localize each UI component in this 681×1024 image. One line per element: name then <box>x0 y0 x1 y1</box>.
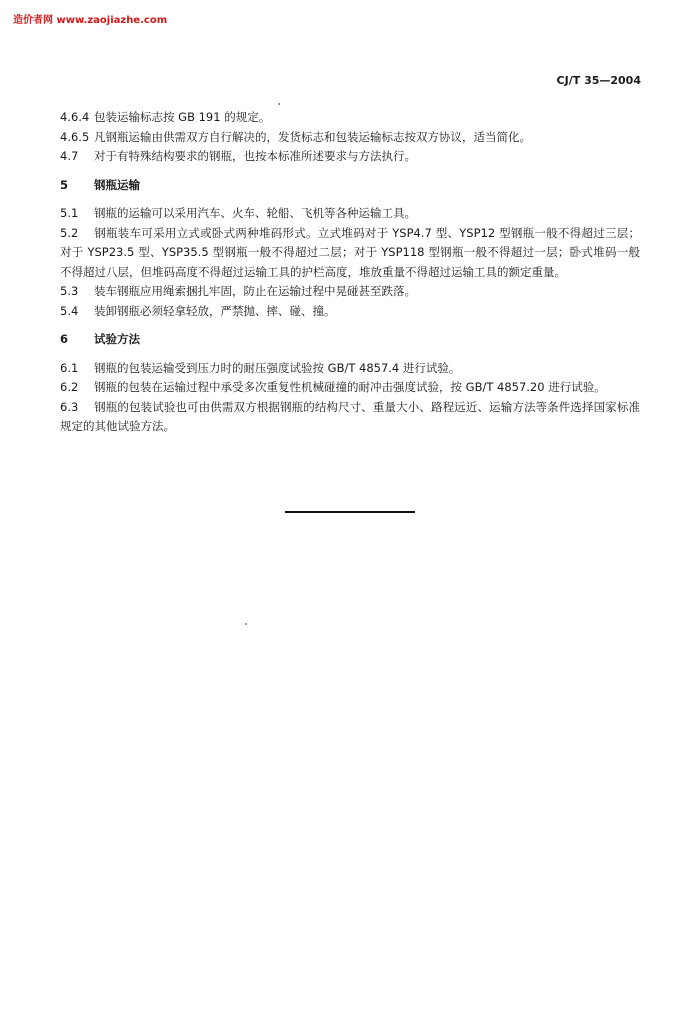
document-number: CJ/T 35—2004 <box>556 74 641 87</box>
clause-number: 6.2 <box>60 380 79 394</box>
clause-text: 装车钢瓶应用绳索捆扎牢固，防止在运输过程中晃碰甚至跌落。 <box>94 284 416 298</box>
clause-number: 5.3 <box>60 284 79 298</box>
clause-5-4 <box>60 302 640 322</box>
section-number: 5 <box>60 177 69 192</box>
clause-text: 钢瓶的运输可以采用汽车、火车、轮船、飞机等各种运输工具。 <box>94 206 416 220</box>
section-title: 试验方法 <box>94 332 140 346</box>
section-heading-5 <box>60 176 640 196</box>
scan-speck <box>278 103 280 105</box>
clause-5-1 <box>60 204 640 224</box>
clause-5-2 <box>60 224 640 283</box>
clause-number: 4.7 <box>60 149 79 163</box>
clause-number: 5.2 <box>60 225 79 240</box>
section-heading-6 <box>60 330 640 350</box>
clause-4-6-4 <box>60 108 640 128</box>
clause-6-1 <box>60 359 640 379</box>
clause-5-3 <box>60 282 640 302</box>
clause-number: 6.1 <box>60 360 79 375</box>
section-number: 6 <box>60 332 69 346</box>
clause-text: 装卸钢瓶必须轻拿轻放，严禁抛、摔、碰、撞。 <box>94 303 336 318</box>
clause-number: 4.6.4 <box>60 110 90 124</box>
section-title: 钢瓶运输 <box>94 177 140 192</box>
clause-text: 钢瓶的包装运输受到压力时的耐压强度试验按 GB/T 4857.4 进行试验。 <box>94 360 461 375</box>
end-rule <box>285 511 415 513</box>
clause-text: 对于有特殊结构要求的钢瓶，也按本标准所述要求与方法执行。 <box>94 149 416 163</box>
clause-text: 钢瓶的包装在运输过程中承受多次重复性机械碰撞的耐冲击强度试验，按 GB/T 4857.20 进行试验。 <box>94 380 606 394</box>
clause-text: 钢瓶的包装试验也可由供需双方根据钢瓶的结构尺寸、重量大小、路程远近、运输方法等条件选择国家标准规定的其他试验方法。 <box>60 399 640 433</box>
clause-6-2 <box>60 378 640 398</box>
scan-speck <box>245 623 247 625</box>
clause-4-6-5 <box>60 128 640 148</box>
clause-4-7 <box>60 147 640 167</box>
clause-number: 6.3 <box>60 399 79 414</box>
clause-number: 5.4 <box>60 303 79 318</box>
site-watermark: 造价者网 www.zaojiazhe.com <box>13 15 168 26</box>
clause-number: 4.6.5 <box>60 129 90 144</box>
clause-6-3 <box>60 398 640 437</box>
clause-text: 包装运输标志按 GB 191 的规定。 <box>94 110 271 124</box>
clause-text: 凡钢瓶运输由供需双方自行解决的，发货标志和包装运输标志按双方协议，适当简化。 <box>94 129 531 144</box>
clause-text: 钢瓶装车可采用立式或卧式两种堆码形式。立式堆码对于 YSP4.7 型、YSP12 型钢瓶一般不得超过三层；对于 YSP23.5 型、YSP35.5 型钢瓶一般不得超过二层；对于 YSP118 型钢瓶一般不得超过一层；卧式堆码一般不得超过八层，但堆码高度不得超过运输工具的护栏高度，堆放重量不得超过运输工具的额定重量。 <box>60 225 640 279</box>
clause-number: 5.1 <box>60 206 79 220</box>
document-body <box>60 108 640 437</box>
